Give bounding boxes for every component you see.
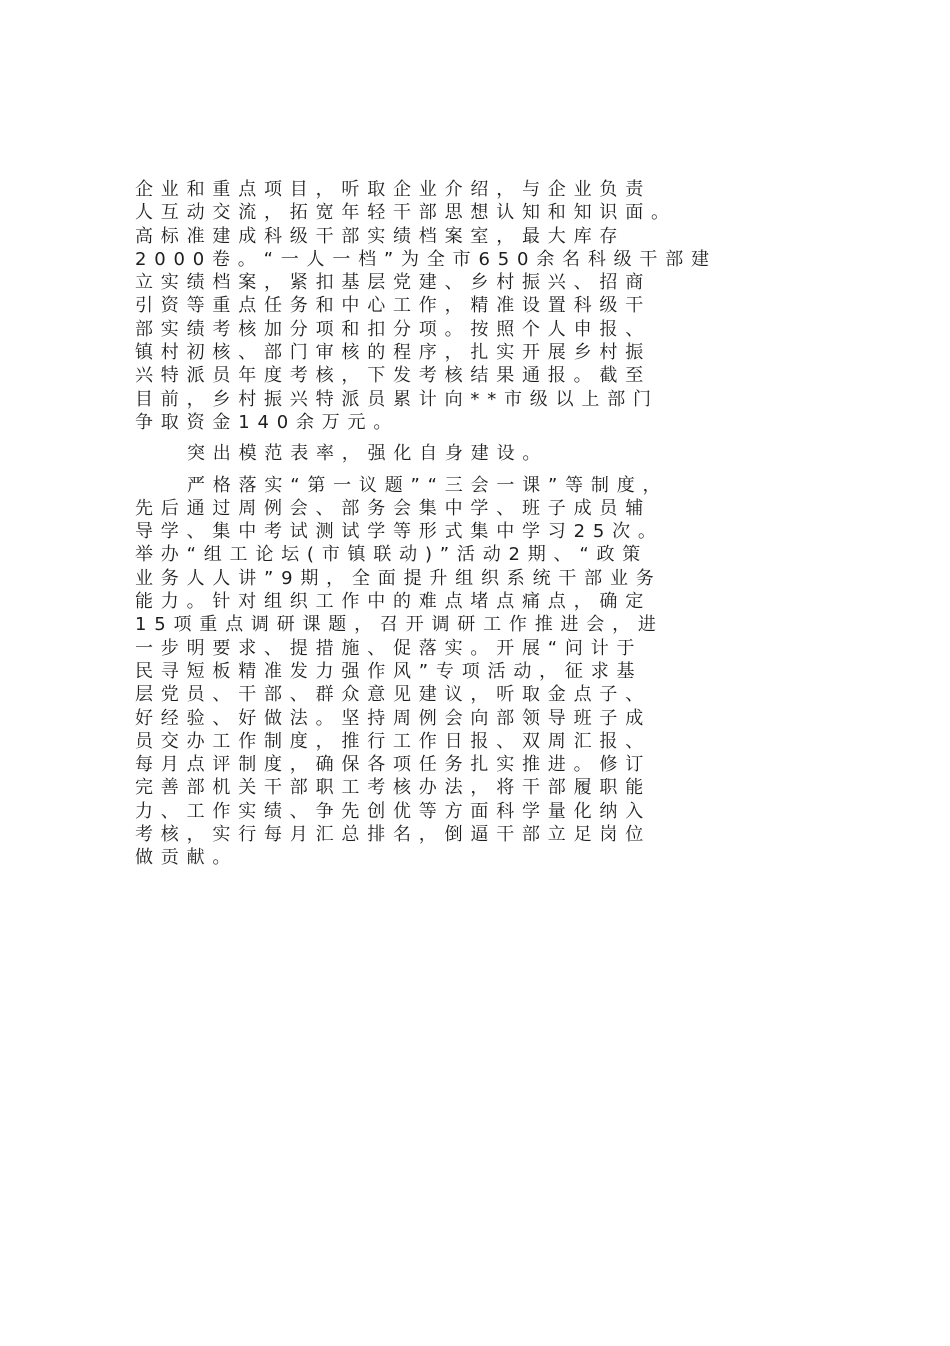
- text-line: 考核，实行每月汇总排名，倒逼干部立足岗位: [135, 824, 651, 846]
- text-line: 人互动交流，拓宽年轻干部思想认知和知识面。: [135, 202, 677, 224]
- text-line: 高标准建成科级干部实绩档案室，最大库存: [135, 225, 626, 247]
- text-line: 企业和重点项目，听取企业介绍，与企业负责: [135, 179, 651, 200]
- text-line: 目前，乡村振兴特派员累计向**市级以上部门: [135, 388, 659, 410]
- text-line: 引资等重点任务和中心工作，精准设置科级干: [135, 295, 651, 317]
- text-line: 镇村初核、部门审核的程序，扎实开展乡村振: [135, 342, 651, 364]
- text-line: 立实绩档案，紧扣基层党建、乡村振兴、招商: [135, 272, 651, 294]
- text-line: 部实绩考核加分项和扣分项。按照个人申报、: [135, 318, 651, 340]
- text-line: 员交办工作制度，推行工作日报、双周汇报、: [135, 730, 651, 752]
- text-line: 兴特派员年度考核，下发考核结果通报。截至: [135, 365, 651, 387]
- text-line: 层党员、干部、群众意见建议，听取金点子、: [135, 684, 651, 706]
- text-line: 能力。针对组织工作中的难点堵点痛点，确定: [135, 591, 651, 613]
- text-line: 每月点评制度，确保各项任务扎实推进。修订: [135, 754, 651, 776]
- text-line: 业务人人讲”9期，全面提升组织系统干部业务: [135, 567, 662, 589]
- section-heading: 突出模范表率，强化自身建设。: [187, 443, 549, 465]
- text-line: 做贡献。: [135, 847, 239, 869]
- text-line: 15项重点调研课题，召开调研工作推进会，进: [135, 614, 664, 636]
- text-line: 民寻短板精准发力强作风”专项活动，征求基: [135, 660, 643, 682]
- text-line: 一步明要求、提措施、促落实。开展“问计于: [135, 637, 643, 659]
- text-line: 好经验、好做法。坚持周例会向部领导班子成: [135, 707, 651, 729]
- document-body: [135, 178, 815, 870]
- text-line: 力、工作实绩、争先创优等方面科学量化纳入: [135, 800, 651, 822]
- text-line: 举办“组工论坛(市镇联动)”活动2期、“政策: [135, 544, 649, 566]
- text-line: 严格落实“第一议题”“三会一课”等制度，: [187, 474, 669, 496]
- text-line: 完善部机关干部职工考核办法，将干部履职能: [135, 777, 651, 799]
- text-line: 2000卷。“一人一档”为全市650余名科级干部建: [135, 248, 717, 270]
- text-line: 导学、集中考试测试学等形式集中学习25次。: [135, 521, 664, 543]
- text-line: 争取资金140余万元。: [135, 411, 400, 433]
- text-line: 先后通过周例会、部务会集中学、班子成员辅: [135, 497, 651, 519]
